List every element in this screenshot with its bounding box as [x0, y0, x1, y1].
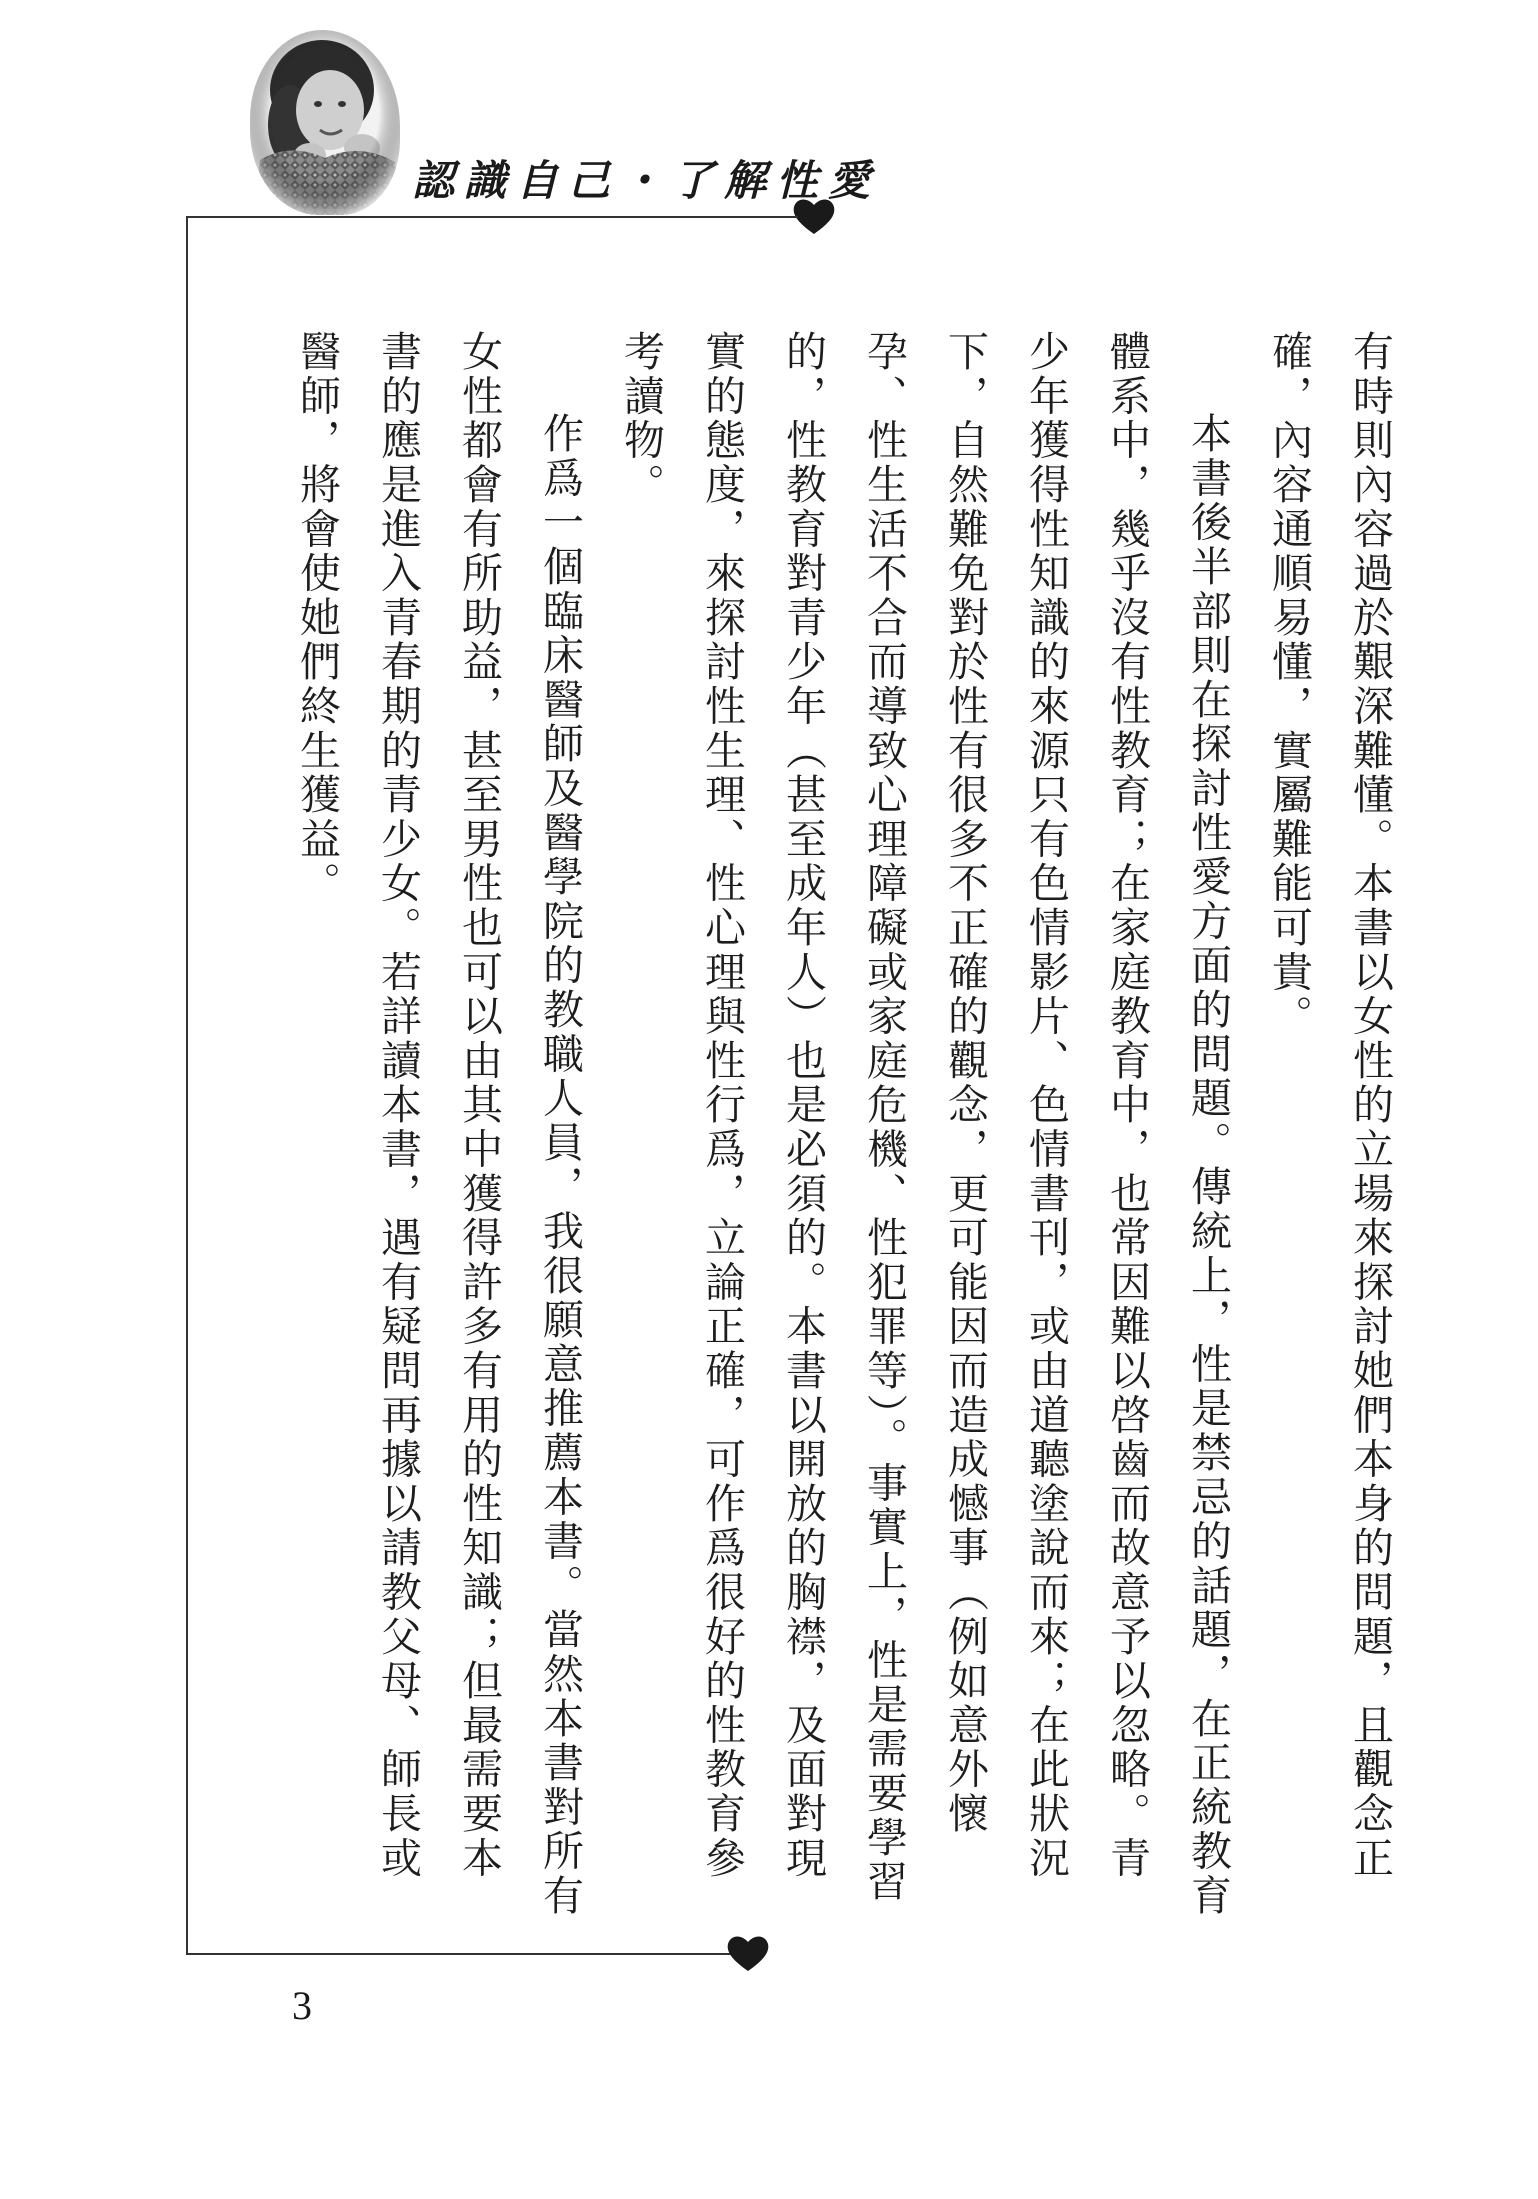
- frame-top-line: [186, 216, 798, 218]
- girl-portrait-image: [250, 30, 400, 215]
- paragraph-3: 作爲一個臨床醫師及醫學院的教職人員，我很願意推薦本書。當然本書對所有女性都會有所助益，甚至男性也可以由其中獲得許多有用的性知識；但最需要本書的應是進入青春期的青少女。若詳讀本書，遇有疑問再據以請教父母、師長或醫師，將會使她們終生獲益。: [293, 330, 584, 1919]
- heart-icon: [726, 1933, 770, 1973]
- paragraph-2: 本書後半部則在探討性愛方面的問題。傳統上，性是禁忌的話題，在正統教育體系中，幾乎沒有性教育；在家庭教育中，也常因難以啓齒而故意予以忽略。青少年獲得性知識的來源只有色情影片、色情書刊，或由道聽塗說而來；在此狀況下，自然難免對於性有很多不正確的觀念，更可能因而造成憾事（例如意外懷孕、性生活不合而導致心理障礙或家庭危機、性犯罪等）。事實上，性是需要學習的，性教育對青少年（甚至成年人）也是必須的。本書以開放的胸襟，及面對現實的態度，來探討性生理、性心理與性行爲，立論正確，可作爲很好的性教育參考讀物。: [617, 330, 1232, 1919]
- paragraph-1: 有時則內容過於艱深難懂。本書以女性的立場來探討她們本身的問題，且觀念正確，內容通順易懂，實屬難能可貴。: [1265, 330, 1394, 1881]
- book-title: 認識自己・了解性愛: [412, 156, 881, 205]
- page-number: 3: [292, 1983, 312, 2028]
- frame-bottom-line: [186, 1953, 732, 1955]
- body-text: [290, 330, 1410, 1920]
- heart-icon: [792, 196, 836, 236]
- frame-left-line: [186, 216, 188, 1953]
